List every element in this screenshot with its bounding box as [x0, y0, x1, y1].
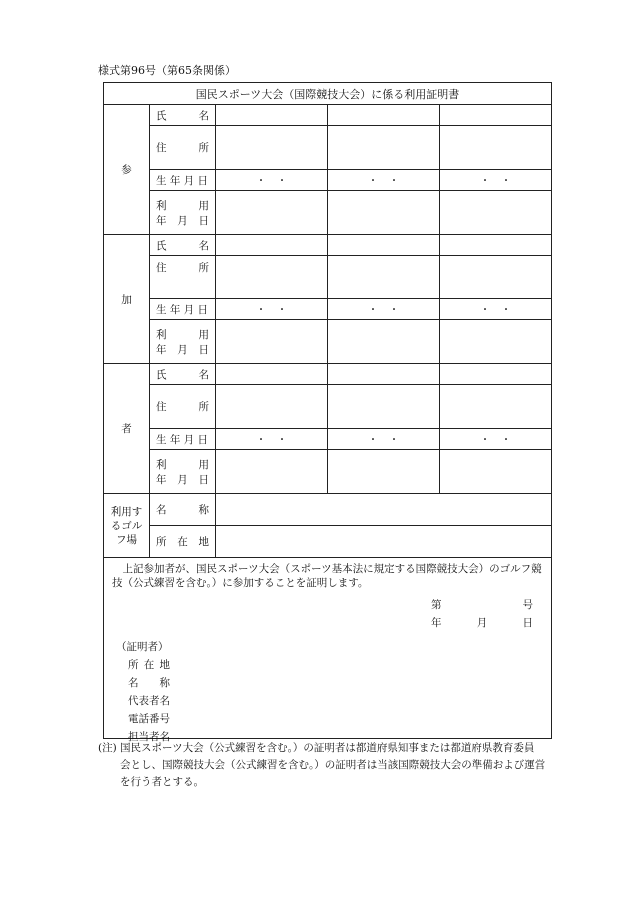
certificate-date-line: 年 月 日 — [431, 617, 534, 629]
footnote-line-2: 会とし、国際競技大会（公式練習を含む。）の証明者は当該国際競技大会の準備および運営 — [120, 759, 546, 771]
certifier-name-label: 名 称 — [128, 677, 170, 689]
use-date-label-3: 利 用 年 月 日 — [150, 450, 216, 494]
participant-group-char-1: 参 — [104, 105, 150, 235]
use-date-field-3c[interactable] — [440, 450, 552, 494]
use-date-field-2a[interactable] — [216, 320, 328, 364]
use-date-field-2c[interactable] — [440, 320, 552, 364]
address-field-3b[interactable] — [328, 385, 440, 429]
golf-address-field[interactable] — [216, 526, 552, 558]
form-number: 様式第96号（第65条関係） — [98, 64, 236, 77]
certificate-table — [103, 82, 552, 743]
golf-name-label: 名 称 — [150, 494, 216, 526]
birthdate-field-2c[interactable]: ・ ・ — [440, 299, 552, 320]
certifier-block — [116, 638, 170, 746]
use-date-field-3a[interactable] — [216, 450, 328, 494]
name-field-2c[interactable] — [440, 235, 552, 256]
certificate-number-date — [431, 596, 533, 632]
use-date-field-3b[interactable] — [328, 450, 440, 494]
certifier-representative-label: 代表者名 — [128, 695, 170, 707]
participant-group-char-3: 者 — [104, 364, 150, 494]
form-title: 国民スポーツ大会（国際競技大会）に係る利用証明書 — [104, 83, 552, 105]
birthdate-field-1b[interactable]: ・ ・ — [328, 170, 440, 191]
address-field-1b[interactable] — [328, 126, 440, 170]
birthdate-field-3c[interactable]: ・ ・ — [440, 429, 552, 450]
address-field-3a[interactable] — [216, 385, 328, 429]
address-label-3: 住 所 — [150, 385, 216, 429]
address-label-1: 住 所 — [150, 126, 216, 170]
golf-course-header: 利用す るゴル フ場 — [104, 494, 150, 558]
birthdate-label-2: 生 年 月 日 — [150, 299, 216, 320]
name-field-1c[interactable] — [440, 105, 552, 126]
address-label-2: 住 所 — [150, 256, 216, 299]
certification-section — [104, 558, 552, 743]
use-date-label-1: 利 用 年 月 日 — [150, 191, 216, 235]
use-date-field-1b[interactable] — [328, 191, 440, 235]
name-label-3: 氏 名 — [150, 364, 216, 385]
certifier-person-label: 担当者名 — [128, 731, 170, 743]
name-label-2: 氏 名 — [150, 235, 216, 256]
birthdate-field-3a[interactable]: ・ ・ — [216, 429, 328, 450]
name-field-2a[interactable] — [216, 235, 328, 256]
use-date-field-1a[interactable] — [216, 191, 328, 235]
footnote-line-1: (注) 国民スポーツ大会（公式練習を含む。）の証明者は都道府県知事または都道府県教育委員 — [98, 742, 535, 754]
address-field-2c[interactable] — [440, 256, 552, 299]
use-date-field-1c[interactable] — [440, 191, 552, 235]
certificate-number-line: 第 号 — [431, 599, 534, 611]
birthdate-field-2a[interactable]: ・ ・ — [216, 299, 328, 320]
footnote-line-3: を行う者とする。 — [120, 776, 204, 788]
address-field-1a[interactable] — [216, 126, 328, 170]
address-field-3c[interactable] — [440, 385, 552, 429]
golf-address-label: 所 在 地 — [150, 526, 216, 558]
name-field-1b[interactable] — [328, 105, 440, 126]
address-field-1c[interactable] — [440, 126, 552, 170]
address-field-2b[interactable] — [328, 256, 440, 299]
participant-group-char-2: 加 — [104, 235, 150, 364]
use-date-label-2: 利 用 年 月 日 — [150, 320, 216, 364]
certification-text: 上記参加者が、国民スポーツ大会（スポーツ基本法に規定する国際競技大会）のゴルフ競技（公式練習を含む。）に参加することを証明します。 — [112, 563, 542, 589]
certifier-phone-label: 電話番号 — [128, 713, 170, 725]
birthdate-field-3b[interactable]: ・ ・ — [328, 429, 440, 450]
address-field-2a[interactable] — [216, 256, 328, 299]
name-field-3a[interactable] — [216, 364, 328, 385]
name-field-3c[interactable] — [440, 364, 552, 385]
golf-name-field[interactable] — [216, 494, 552, 526]
use-date-field-2b[interactable] — [328, 320, 440, 364]
certifier-title: （証明者） — [116, 641, 169, 653]
birthdate-label-1: 生 年 月 日 — [150, 170, 216, 191]
birthdate-field-2b[interactable]: ・ ・ — [328, 299, 440, 320]
birthdate-field-1a[interactable]: ・ ・ — [216, 170, 328, 191]
name-field-1a[interactable] — [216, 105, 328, 126]
birthdate-field-1c[interactable]: ・ ・ — [440, 170, 552, 191]
footnote — [98, 740, 558, 791]
certifier-location-label: 所 在 地 — [128, 659, 170, 671]
name-field-3b[interactable] — [328, 364, 440, 385]
name-label-1: 氏 名 — [150, 105, 216, 126]
birthdate-label-3: 生 年 月 日 — [150, 429, 216, 450]
name-field-2b[interactable] — [328, 235, 440, 256]
